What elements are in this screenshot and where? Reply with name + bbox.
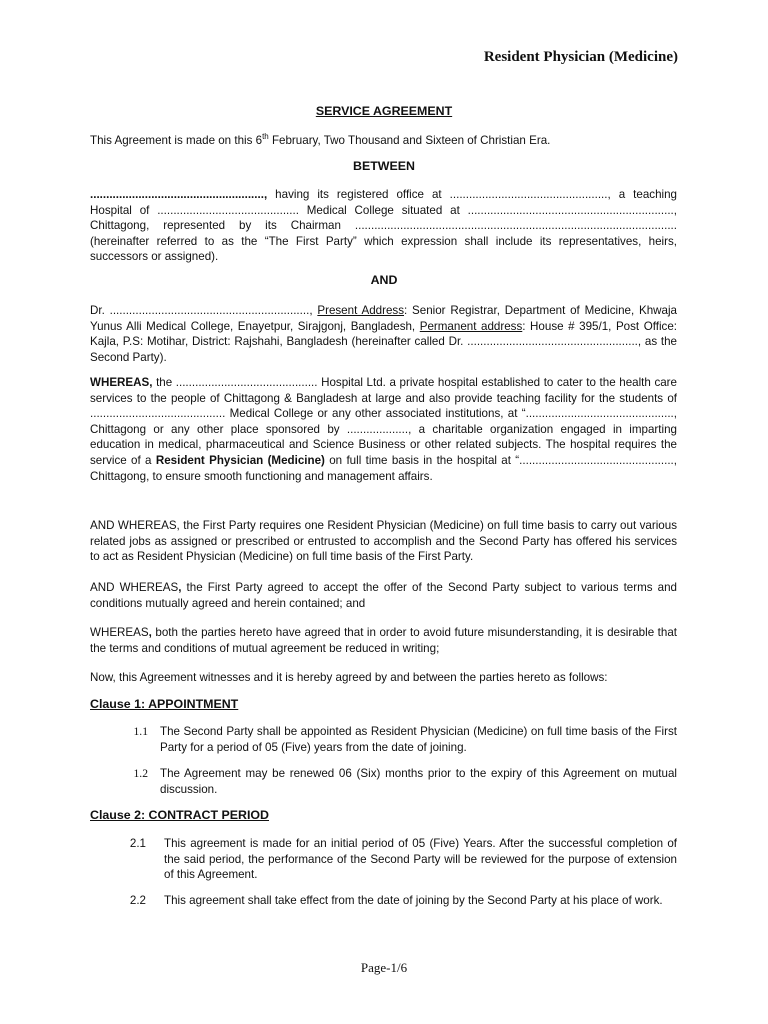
whereas-lead: WHEREAS,	[90, 376, 153, 389]
and-whereas-lead: AND WHEREAS,	[90, 519, 180, 532]
header-title: Resident Physician (Medicine)	[483, 49, 678, 65]
witness-paragraph: Now, this Agreement witnesses and it is hereby agreed by and between the parties hereto as follows:	[90, 671, 608, 684]
and-whereas-comma-2: ,	[178, 581, 182, 594]
and-heading: AND	[370, 273, 398, 287]
clause-1-heading: Clause 1: APPOINTMENT	[90, 697, 239, 711]
whereas-bold-role: Resident Physician (Medicine)	[155, 453, 325, 467]
present-address-label: Present Address	[317, 304, 404, 317]
second-party-text-2: : Senior Registrar, Department of Medicine, Khwaja Yunus Alli Medical College, Enayetpur, Sirajgonj, Bangladesh,	[90, 304, 678, 333]
whereas-text-1: the ............................................ Hospital Ltd. a private hospital established to cater to the health care services to the people of Chittagong & Bangladesh at large and also provide teaching facility for the students of .......................................... Medical College or any other associated institutions, at “.............................................., Chittagong or any other place sponsored by ..................., a charitable organization engaged in imparting education in medical, pharmaceutical and Science Business or other related subjects. The hospital requires the service of a	[90, 376, 677, 467]
second-party-text-3: : House # 395/1, Post Office: Kajla, P.S: Motihar, District: Rajshahi, Bangladesh (hereinafter called Dr. ....................................................., as the Second Party).	[90, 319, 677, 364]
and-whereas-text: the First Party requires one Resident Physician (Medicine) on full time basis to carry out various related jobs as assigned or prescribed or entrusted to accomplish and the Second Party has offered his services to act as Resident Physician (Medicine) on full time basis of the First Party.	[90, 519, 677, 564]
intro-text-end: February, Two Thousand and Sixteen of Christian Era.	[268, 134, 551, 147]
clause-item-number: 1.2	[133, 767, 148, 780]
permanent-address-label: Permanent address	[419, 319, 523, 333]
second-party-paragraph	[90, 303, 677, 365]
clause-item-number: 2.1	[129, 837, 146, 850]
clause-item-text: The Agreement may be renewed 06 (Six) months prior to the expiry of this Agreement on mutual discussion.	[160, 767, 677, 796]
whereas-text-2: on full time basis in the hospital at “................................................, Chittagong, to ensure smooth functioning and management affairs.	[90, 453, 677, 483]
intro-text-start: This Agreement is made on this 6	[90, 134, 263, 147]
whereas-comma-4: ,	[148, 626, 152, 639]
whereas-paragraph-4	[90, 625, 677, 656]
date-superscript: th	[262, 132, 269, 142]
whereas-paragraph-2	[90, 518, 677, 565]
and-whereas-text-2: the First Party agreed to accept the offer of the Second Party subject to various terms and conditions mutually agreed and herein contained; and	[90, 581, 678, 610]
and-whereas-lead-2: AND WHEREAS	[90, 581, 179, 594]
whereas-paragraph-3	[90, 580, 677, 611]
clause-item-number: 1.1	[133, 725, 148, 738]
whereas-paragraph-1	[90, 375, 677, 484]
document-title: SERVICE AGREEMENT	[315, 104, 453, 118]
first-party-text: having its registered office at ................................................., a teaching Hospital of ............................................ Medical College situated at ................................................................, Chittagong, represented by its Chairman .................................................................................................... (hereinafter referred to as the “The First Party” which expression shall include its representatives, heirs, successors or assigned).	[90, 188, 677, 264]
whereas-lead-4: WHEREAS	[90, 626, 149, 639]
first-party-blank: ......................................................,	[90, 188, 268, 201]
clause-item-text: This agreement is made for an initial period of 05 (Five) Years. After the successful completion of the said period, the performance of the Second Party will be reviewed for the purpose of extension of this Agreement.	[164, 837, 677, 882]
clause-item-text: This agreement shall take effect from the date of joining by the Second Party at his place of work.	[164, 894, 663, 907]
intro-paragraph	[90, 133, 677, 149]
clause-item-text: The Second Party shall be appointed as Resident Physician (Medicine) on full time basis of the First Party for a period of 05 (Five) years from the date of joining.	[160, 725, 677, 754]
first-party-paragraph	[90, 187, 677, 265]
page-number: Page-1/6	[360, 960, 408, 975]
clause-item-number: 2.2	[129, 894, 146, 907]
whereas-text-4: both the parties hereto have agreed that in order to avoid future misunderstanding, it is desirable that the terms and conditions of mutual agreement be reduced in writing;	[90, 626, 677, 655]
clause-2-heading: Clause 2: CONTRACT PERIOD	[90, 808, 269, 822]
between-heading: BETWEEN	[353, 159, 415, 173]
second-party-text-1: Dr. ..............................................................,	[90, 304, 318, 317]
